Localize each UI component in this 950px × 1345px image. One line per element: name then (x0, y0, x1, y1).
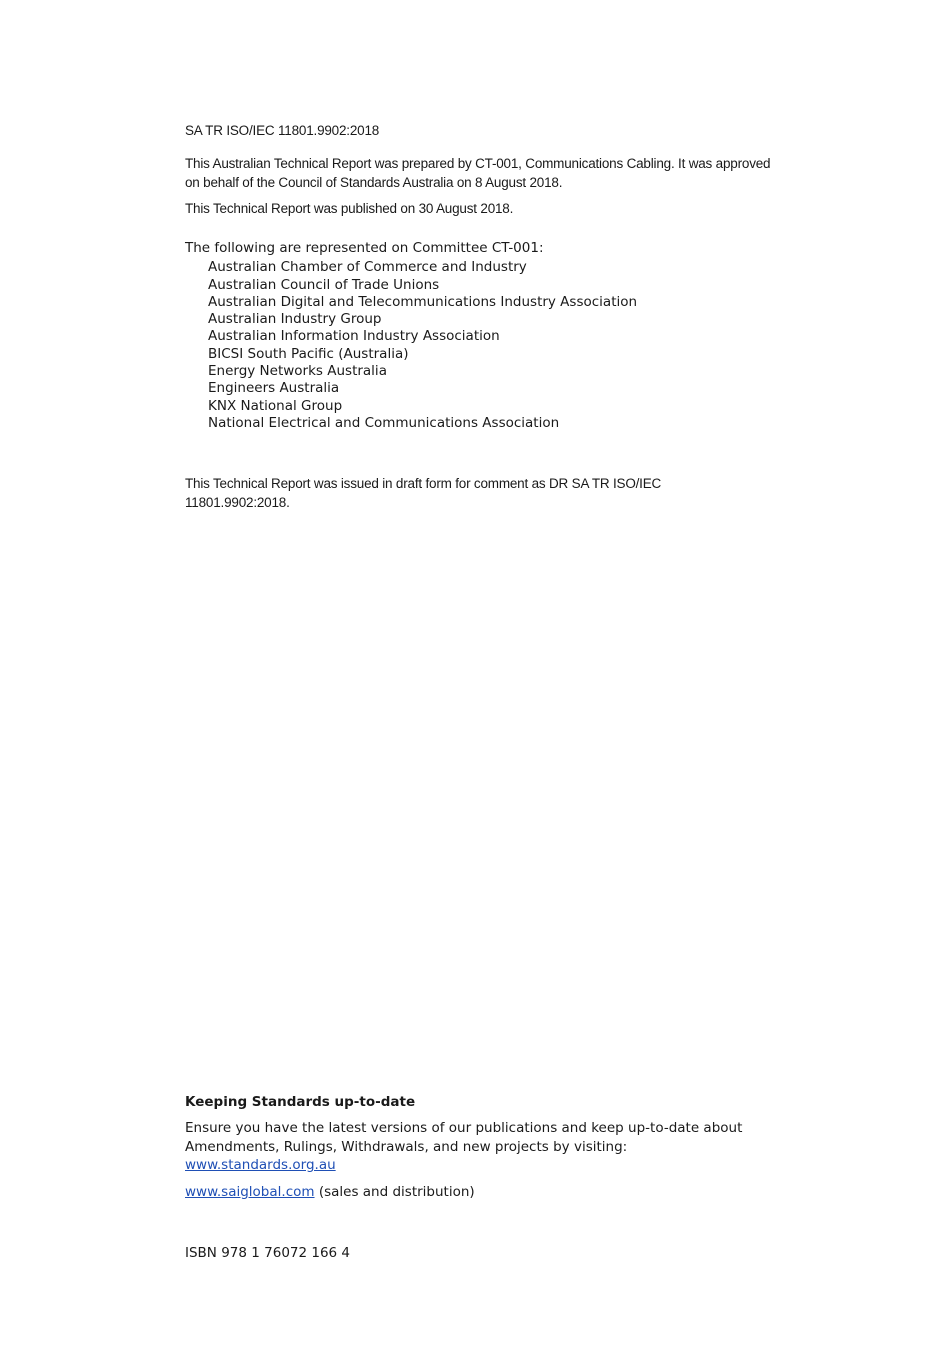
saiglobal-line (185, 1183, 475, 1202)
committee-member: Australian Industry Group (208, 311, 382, 328)
draft-paragraph: This Technical Report was issued in draft form for comment as DR SA TR ISO/IEC 11801.9902:2018. (185, 476, 662, 510)
keeping-heading: Keeping Standards up-to-date (185, 1094, 416, 1110)
committee-member: Engineers Australia (208, 380, 340, 397)
committee-member: Australian Information Industry Association (208, 328, 500, 345)
saiglobal-suffix: (sales and distribution) (318, 1184, 475, 1200)
committee-member: Australian Digital and Telecommunications Industry Association (208, 293, 638, 310)
preparation-paragraph: This Australian Technical Report was prepared by CT-001, Communications Cabling. It was approved on behalf of the Council of Standards Australia on 8 August 2018. (185, 156, 771, 190)
isbn: ISBN 978 1 76072 166 4 (185, 1245, 351, 1261)
committee-member: Australian Council of Trade Unions (208, 276, 440, 293)
committee-member: Energy Networks Australia (208, 363, 387, 380)
saiglobal-link[interactable]: www.saiglobal.com (185, 1184, 315, 1200)
document-id: SA TR ISO/IEC 11801.9902:2018 (185, 123, 380, 138)
committee-member: KNX National Group (208, 397, 343, 414)
committee-member-list (185, 259, 637, 432)
keeping-body: Ensure you have the latest versions of our publications and keep up-to-date about Amendments, Rulings, Withdrawals, and new projects by visiting: (185, 1120, 743, 1156)
committee-member: Australian Chamber of Commerce and Industry (208, 259, 527, 276)
publication-paragraph: This Technical Report was published on 30 August 2018. (185, 201, 514, 216)
standards-link[interactable]: www.standards.org.au (185, 1157, 336, 1174)
committee-section (185, 240, 637, 432)
committee-heading: The following are represented on Committee CT-001: (185, 240, 544, 256)
committee-member: National Electrical and Communications Association (208, 414, 560, 431)
keeping-up-to-date-section (185, 1094, 785, 1175)
committee-member: BICSI South Pacific (Australia) (208, 345, 409, 362)
